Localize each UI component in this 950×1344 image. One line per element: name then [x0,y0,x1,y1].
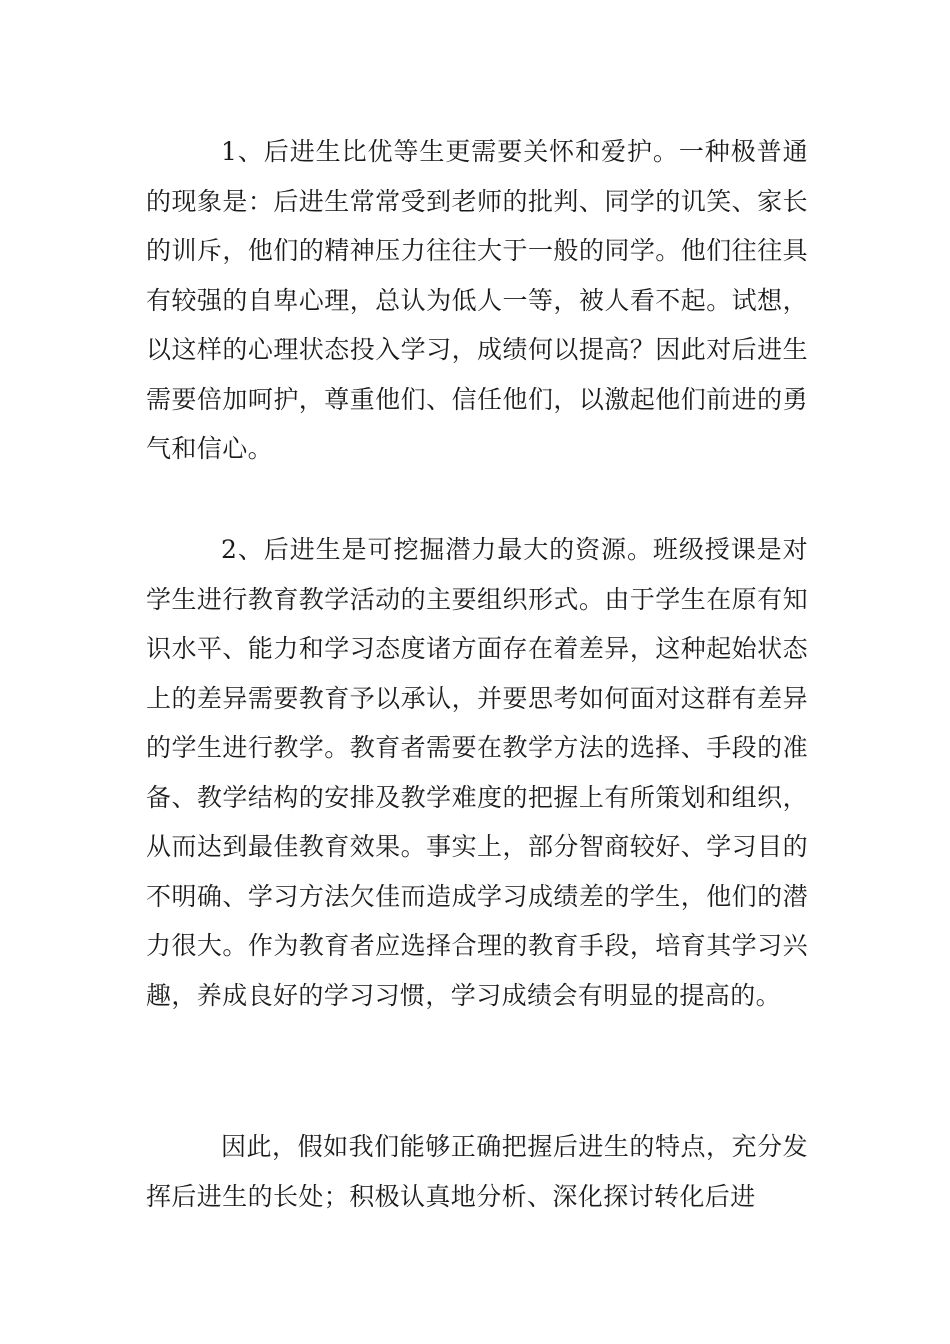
paragraph-3: 因此，假如我们能够正确把握后进生的特点，充分发挥后进生的长处；积极认真地分析、深化探讨转化后进 [146,1132,808,1211]
paragraph-2: 2、后进生是可挖掘潜力最大的资源。班级授课是对学生进行教育教学活动的主要组织形式。由于学生在原有知识水平、能力和学习态度诸方面存在着差异，这种起始状态上的差异需要教育予以承认，并要思考如何面对这群有差异的学生进行教学。教育者需要在教学方法的选择、手段的准备、教学结构的安排及教学难度的把握上有所策划和组织，从而达到最佳教育效果。事实上，部分智商较好、学习目的不明确、学习方法欠佳而造成学习成绩差的学生，他们的潜力很大。作为教育者应选择合理的教育手段，培育其学习兴趣，养成良好的学习习惯，学习成绩会有明显的提高的。 [146,535,808,1010]
paragraph-1: 1、后进生比优等生更需要关怀和爱护。一种极普通的现象是：后进生常常受到老师的批判、同学的讥笑、家长的训斥，他们的精神压力往往大于一般的同学。他们往往具有较强的自卑心理，总认为低人一等，被人看不起。试想，以这样的心理状态投入学习，成绩何以提高？因此对后进生需要倍加呵护，尊重他们、信任他们，以激起他们前进的勇气和信心。 [146,137,808,463]
